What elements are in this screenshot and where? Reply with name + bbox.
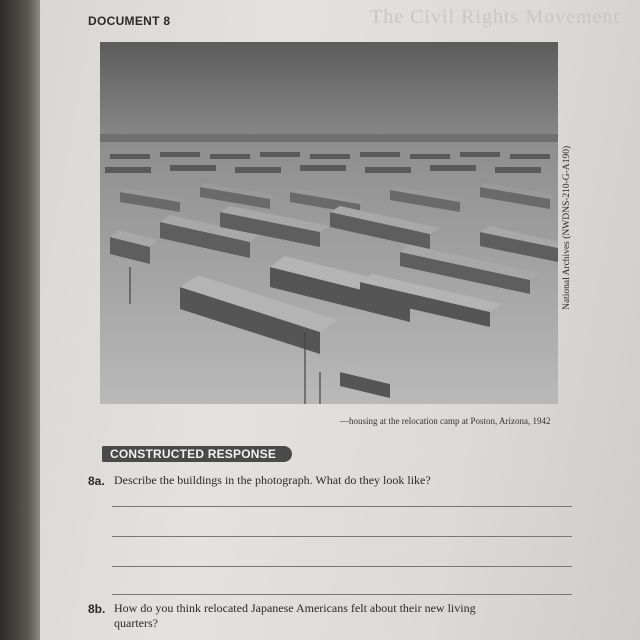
photo-credit-text: National Archives (NWDNS-210-G-A190) — [562, 145, 572, 310]
binder-edge — [0, 0, 40, 640]
photo-credit — [562, 145, 574, 310]
question-8b-number: 8b. — [88, 602, 106, 616]
answer-line-8a-3[interactable] — [112, 566, 572, 567]
question-8a-number: 8a. — [88, 474, 105, 488]
answer-line-8a-2[interactable] — [112, 536, 572, 537]
photo-caption: —housing at the relocation camp at Poston, Arizona, 1942 — [340, 416, 551, 426]
question-8a-text: Describe the buildings in the photograph. What do they look like? — [114, 473, 431, 487]
answer-line-8a-4[interactable] — [112, 594, 572, 595]
camp-photograph — [100, 42, 558, 404]
question-8b-text: How do you think relocated Japanese Americans felt about their new living quarters? — [114, 601, 476, 630]
constructed-response-badge: CONSTRUCTED RESPONSE — [102, 446, 292, 462]
answer-line-8a-1[interactable] — [112, 506, 572, 507]
worksheet-page — [40, 0, 640, 640]
document-label: DOCUMENT 8 — [88, 14, 171, 28]
barracks-aerial-photo — [100, 42, 558, 404]
bleed-through-text: The Civil Rights Movement — [370, 6, 620, 28]
